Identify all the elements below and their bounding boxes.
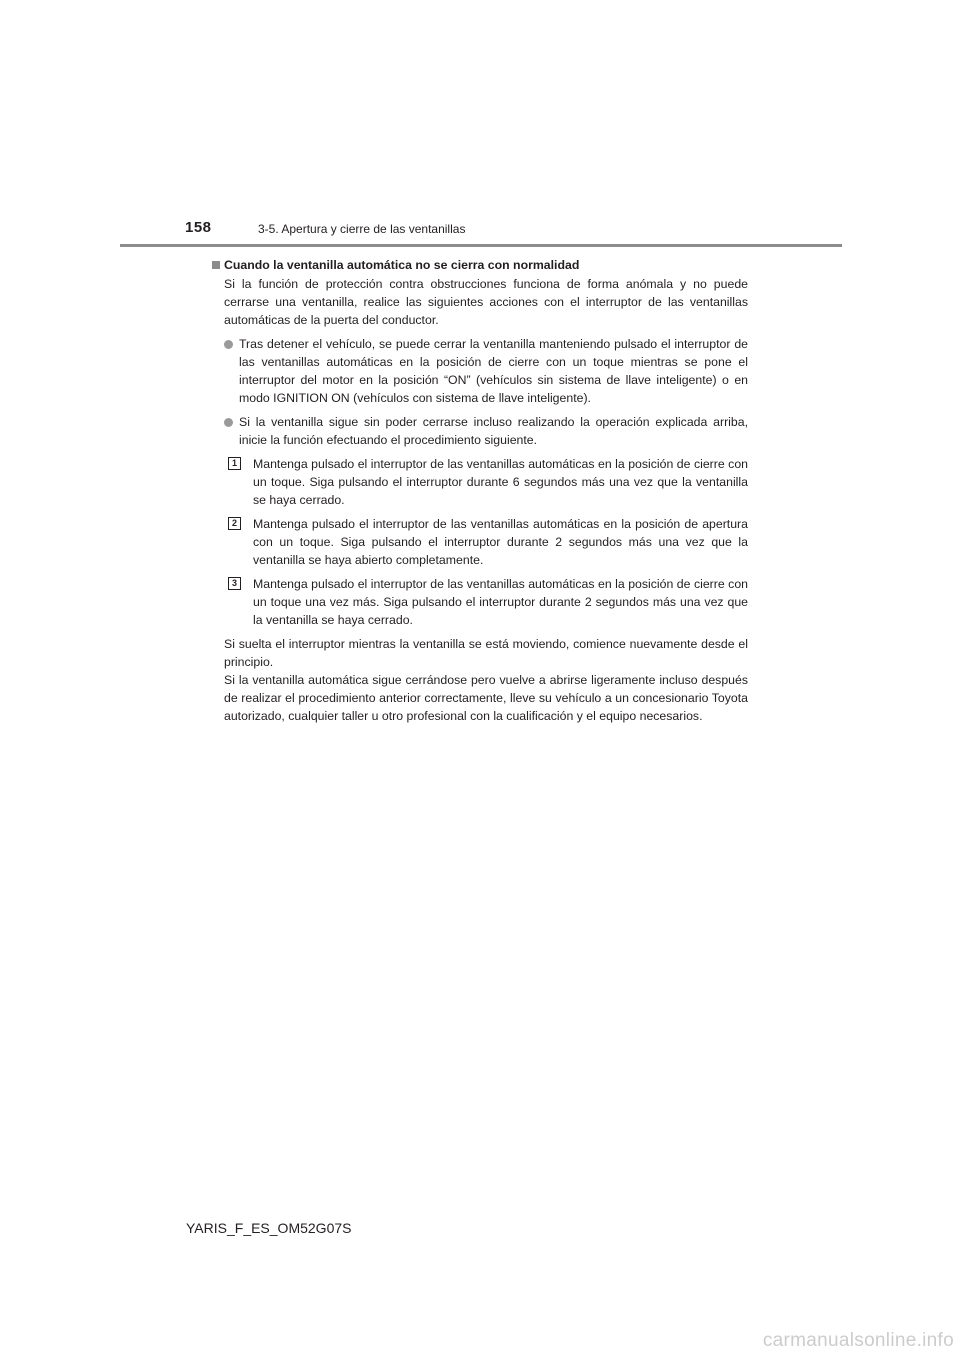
bullet-item: [212, 413, 748, 449]
step-text: Mantenga pulsado el interruptor de las ventanillas automáticas en la posición de cierre con un toque. Siga pulsando el interruptor durante 6 segundos más una vez que la ventanilla se haya cerrado.: [253, 457, 748, 507]
circle-bullet-icon: [224, 418, 233, 427]
step-item: [212, 575, 748, 629]
step-number-badge: 1: [228, 457, 241, 470]
circle-bullet-icon: [224, 340, 233, 349]
document-code: YARIS_F_ES_OM52G07S: [186, 1220, 352, 1236]
step-item: [212, 455, 748, 509]
section-heading: [212, 256, 748, 274]
step-number-badge: 2: [228, 517, 241, 530]
closing-paragraph: [224, 635, 748, 725]
page-number: 158: [185, 219, 212, 236]
section-title: 3-5. Apertura y cierre de las ventanillas: [258, 222, 466, 236]
intro-paragraph: Si la función de protección contra obstrucciones funciona de forma anómala y no puede cerrarse una ventanilla, realice las siguientes acciones con el interruptor de las ventanillas automáticas de la puerta del conductor.: [224, 277, 748, 327]
bullet-text: Tras detener el vehículo, se puede cerrar la ventanilla manteniendo pulsado el interruptor de las ventanillas automáticas en la posición de cierre con un toque mientras se pone el interruptor del motor en la posición “ON” (vehículos sin sistema de llave inteligente) o en modo IGNITION ON (vehículos con sistema de llave inteligente).: [239, 337, 748, 405]
header-divider: [120, 244, 842, 247]
step-number-badge: 3: [228, 577, 241, 590]
bullet-text: Si la ventanilla sigue sin poder cerrarse incluso realizando la operación explicada arriba, inicie la función efectuando el procedimiento siguiente.: [239, 415, 748, 447]
step-text: Mantenga pulsado el interruptor de las ventanillas automáticas en la posición de apertura con un toque. Siga pulsando el interruptor durante 2 segundos más una vez que la ventanilla se haya abierto completamente.: [253, 517, 748, 567]
watermark: carmanualsonline.info: [762, 1330, 954, 1351]
square-bullet-icon: [212, 261, 220, 269]
section-heading-text: Cuando la ventanilla automática no se cierra con normalidad: [224, 258, 580, 272]
step-item: [212, 515, 748, 569]
bullet-item: [212, 335, 748, 407]
main-content: [212, 256, 748, 725]
step-text: Mantenga pulsado el interruptor de las ventanillas automáticas en la posición de cierre con un toque una vez más. Siga pulsando el interruptor durante 2 segundos más una vez que la ventanilla se haya cerrado.: [253, 577, 748, 627]
closing-line-2: Si la ventanilla automática sigue cerrándose pero vuelve a abrirse ligeramente incluso después de realizar el procedimiento anterior correctamente, lleve su vehículo a un concesionario Toyota autorizado, cualquier taller u otro profesional con la cualificación y el equipo necesarios.: [224, 673, 748, 723]
closing-line-1: Si suelta el interruptor mientras la ventanilla se está moviendo, comience nuevamente desde el principio.: [224, 637, 748, 669]
